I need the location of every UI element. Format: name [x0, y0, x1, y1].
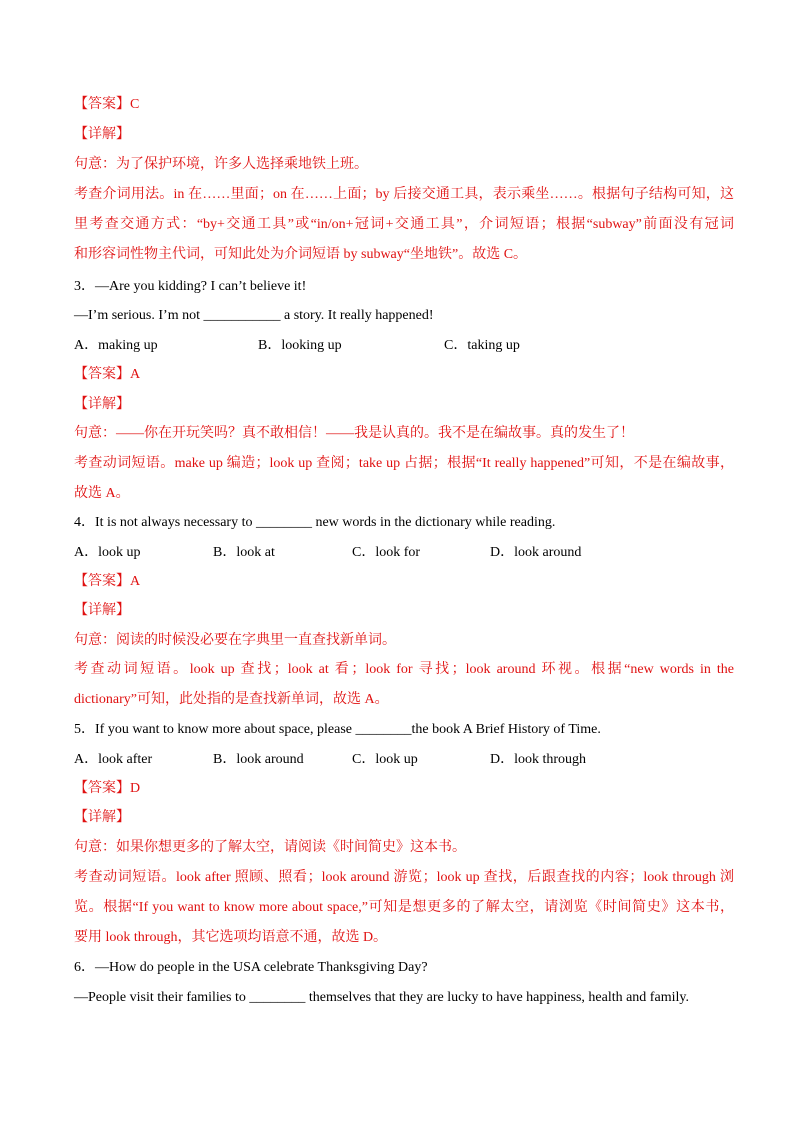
option-b: B．looking up: [258, 338, 342, 353]
options-row: [74, 750, 734, 770]
explanation-line: 览。根据“If you want to know more about space,”可知是想更多的了解太空，请浏览《时间简史》这本书，: [74, 900, 734, 915]
option-d: D．look around: [490, 545, 582, 560]
explanation-line: 考查介词用法。in 在……里面；on 在……上面；by 后接交通工具，表示乘坐……。根据句子结构可知，这: [74, 187, 734, 202]
detail-label: 【详解】: [74, 603, 130, 618]
explanation-line: 考查动词短语。look after 照顾、照看；look around 游览；look up 查找，后跟查找的内容；look through 浏: [74, 870, 734, 885]
option-b: B．look at: [213, 545, 275, 560]
detail-label: 【详解】: [74, 810, 130, 825]
question-stem: 5．If you want to know more about space, please ________the book A Brief History of Time.: [74, 722, 601, 737]
options-row: [74, 543, 734, 563]
sentence-meaning: 句意：如果你想更多的了解太空，请阅读《时间简史》这本书。: [74, 840, 466, 855]
detail-label: 【详解】: [74, 127, 130, 142]
option-b: B．look around: [213, 752, 304, 767]
sentence-meaning: 句意：阅读的时候没必要在字典里一直查找新单词。: [74, 633, 396, 648]
question-stem: 6．—How do people in the USA celebrate Thanksgiving Day?: [74, 960, 428, 975]
answer-label: 【答案】C: [74, 97, 140, 112]
sentence-meaning: 句意：——你在开玩笑吗？真不敢相信！——我是认真的。我不是在编故事。真的发生了！: [74, 426, 634, 441]
answer-label: 【答案】A: [74, 574, 141, 589]
explanation-line: 考查动词短语。look up 查找；look at 看；look for 寻找；look around 环视。根据“new words in the: [74, 662, 734, 677]
explanation-line: 考查动词短语。make up 编造；look up 查阅；take up 占据；根据“It really happened”可知，不是在编故事，: [74, 456, 734, 471]
explanation-line: 和形容词性物主代词，可知此处为介词短语 by subway“坐地铁”。故选 C。: [74, 247, 528, 262]
option-c: C．look for: [352, 545, 421, 560]
option-d: D．look through: [490, 752, 587, 767]
answer-label: 【答案】A: [74, 367, 141, 382]
option-c: C．taking up: [444, 338, 520, 353]
detail-label: 【详解】: [74, 397, 130, 412]
explanation-line: 里考查交通方式：“by+交通工具”或“in/on+冠词+交通工具”，介词短语；根据“subway”前面没有冠词: [74, 217, 734, 232]
option-a: A．look after: [74, 752, 153, 767]
option-c: C．look up: [352, 752, 418, 767]
question-stem: —People visit their families to ________ themselves that they are lucky to have happiness, health and family.: [74, 990, 689, 1005]
sentence-meaning: 句意：为了保护环境，许多人选择乘地铁上班。: [74, 157, 368, 172]
question-stem: —I’m serious. I’m not ___________ a story. It really happened!: [74, 308, 434, 323]
question-stem: 3．—Are you kidding? I can’t believe it!: [74, 279, 307, 294]
explanation-line: 故选 A。: [74, 486, 130, 501]
explanation-line: 要用 look through，其它选项均语意不通，故选 D。: [74, 930, 388, 945]
options-row: [74, 336, 734, 356]
explanation-line: dictionary”可知，此处指的是查找新单词，故选 A。: [74, 692, 389, 707]
answer-label: 【答案】D: [74, 781, 141, 796]
option-a: A．look up: [74, 545, 141, 560]
option-a: A．making up: [74, 338, 158, 353]
question-stem: 4．It is not always necessary to ________ new words in the dictionary while reading.: [74, 515, 556, 530]
